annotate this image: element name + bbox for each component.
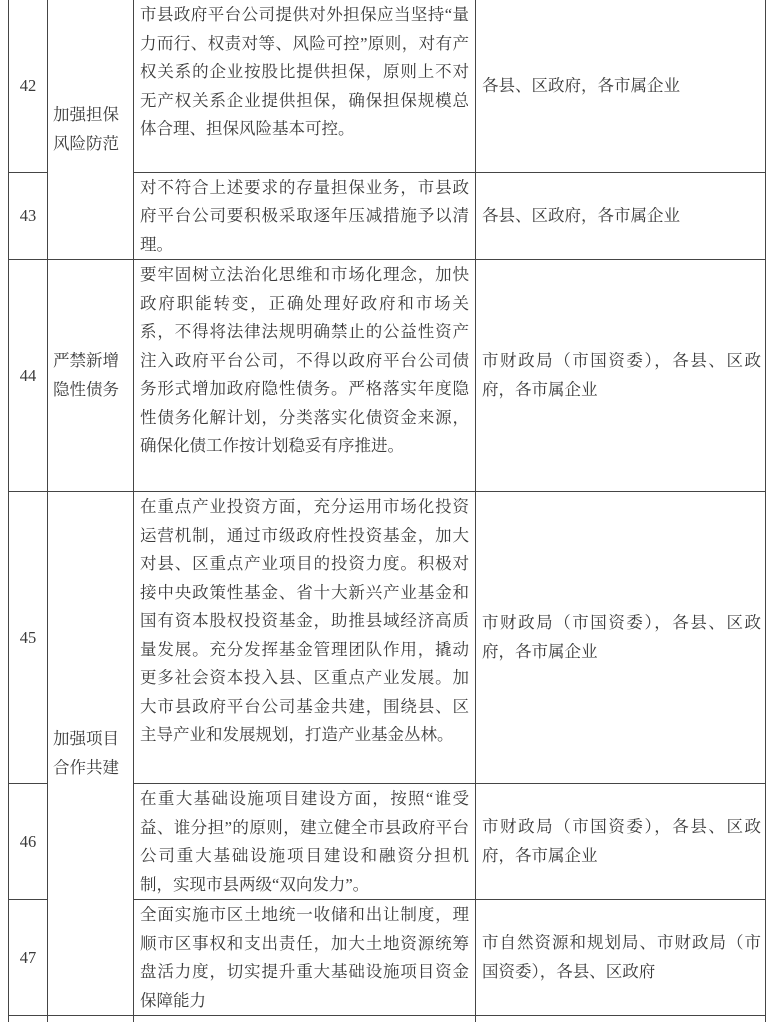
category-cell bbox=[48, 1016, 134, 1022]
table-row bbox=[9, 0, 766, 172]
measure-text-cell: 市县政府平台公司提供对外担保应当坚持“量力而行、权责对等、风险可控”原则，对有产权关系的企业按股比提供担保，原则上不对无产权关系企业提供担保，确保担保规模总体合理、担保风险基本可控。 bbox=[134, 0, 476, 172]
row-number-cell: 46 bbox=[9, 784, 48, 900]
measure-text-cell: 对不符合上述要求的存量担保业务，市县政府平台公司要积极采取逐年压减措施予以清理。 bbox=[134, 172, 476, 260]
row-number-cell: 47 bbox=[9, 900, 48, 1016]
row-number-cell: 45 bbox=[9, 492, 48, 784]
responsibility-cell: 各县、区政府，各市属企业 bbox=[476, 0, 766, 172]
policy-measures-table bbox=[8, 0, 766, 1022]
category-cell: 加强担保风险防范 bbox=[48, 0, 134, 260]
measure-text-cell: 在重大基础设施项目建设方面，按照“谁受益、谁分担”的原则，建立健全市县政府平台公司重大基础设施项目建设和融资分担机制，实现市县两级“双向发力”。 bbox=[134, 784, 476, 900]
measure-text-cell: 在重点产业投资方面，充分运用市场化投资运营机制，通过市级政府性投资基金，加大对县、区重点产业项目的投资力度。积极对接中央政策性基金、省十大新兴产业基金和国有资本股权投资基金，助推县域经济高质量发展。充分发挥基金管理团队作用，撬动更多社会资本投入县、区重点产业发展。加大市县政府平台公司基金共建，围绕县、区主导产业和发展规划，打造产业基金丛林。 bbox=[134, 492, 476, 784]
row-number-cell: 43 bbox=[9, 172, 48, 260]
table-row-cutoff bbox=[9, 1016, 766, 1022]
table-row bbox=[9, 492, 766, 784]
responsibility-cell: 市财政局（市国资委），各县、区政府，各市属企业 bbox=[476, 260, 766, 492]
responsibility-cell: 市财政局（市国资委），各县、区政府，各市属企业 bbox=[476, 492, 766, 784]
category-cell: 严禁新增隐性债务 bbox=[48, 260, 134, 492]
responsibility-cell: 各县、区政府，各市属企业 bbox=[476, 172, 766, 260]
responsibility-cell: 市自然资源和规划局、市财政局（市国资委），各县、区政府 bbox=[476, 900, 766, 1016]
table-row bbox=[9, 260, 766, 492]
responsibility-cell: 市财政局（市国资委），各县、区政府，各市属企业 bbox=[476, 784, 766, 900]
measure-text-cell bbox=[134, 1016, 476, 1022]
row-number-cell bbox=[9, 1016, 48, 1022]
row-number-cell: 42 bbox=[9, 0, 48, 172]
responsibility-cell bbox=[476, 1016, 766, 1022]
row-number-cell: 44 bbox=[9, 260, 48, 492]
measure-text-cell: 全面实施市区土地统一收储和出让制度，理顺市区事权和支出责任，加大土地资源统筹盘活力度，切实提升重大基础设施项目资金保障能力 bbox=[134, 900, 476, 1016]
category-cell: 加强项目合作共建 bbox=[48, 492, 134, 1016]
measure-text-cell: 要牢固树立法治化思维和市场化理念，加快政府职能转变，正确处理好政府和市场关系，不得将法律法规明确禁止的公益性资产注入政府平台公司，不得以政府平台公司债务形式增加政府隐性债务。严格落实年度隐性债务化解计划，分类落实化债资金来源，确保化债工作按计划稳妥有序推进。 bbox=[134, 260, 476, 492]
